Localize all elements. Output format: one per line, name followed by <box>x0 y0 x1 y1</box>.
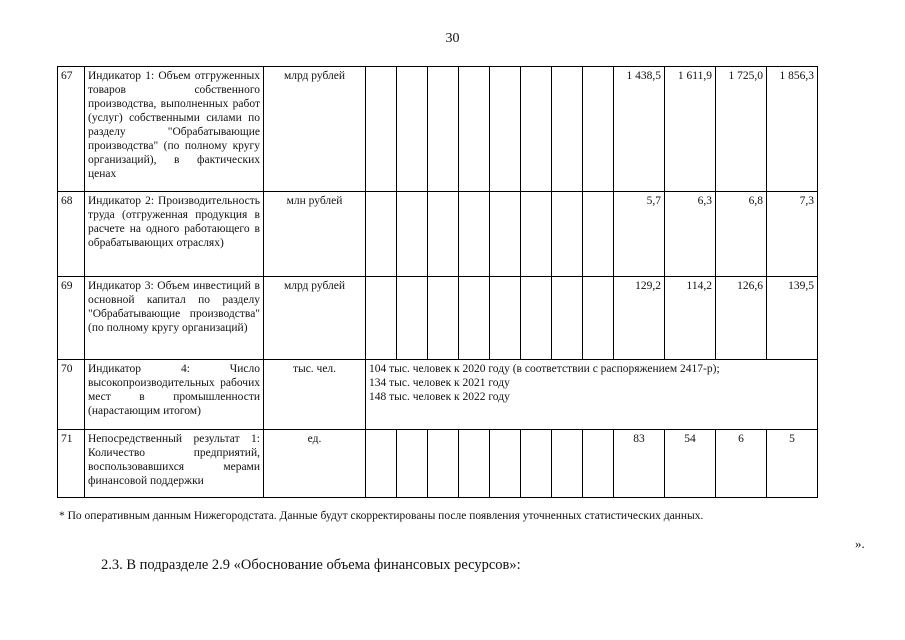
indicator-name: Индикатор 2: Производительность труда (отгруженная продукция в расчете на одного работающего в обрабатывающих отраслях) <box>85 192 264 277</box>
empty-cell <box>583 192 614 277</box>
empty-cell <box>428 192 459 277</box>
empty-cell <box>428 430 459 498</box>
value-cell: 6,8 <box>716 192 767 277</box>
value-cell: 7,3 <box>767 192 818 277</box>
empty-cell <box>490 192 521 277</box>
empty-cell <box>366 67 397 192</box>
table-row <box>58 192 818 277</box>
empty-cell <box>552 67 583 192</box>
unit-cell: млн рублей <box>264 192 366 277</box>
value-cell: 54 <box>665 430 716 498</box>
empty-cell <box>459 277 490 360</box>
table-row <box>58 430 818 498</box>
empty-cell <box>552 192 583 277</box>
target-note-cell <box>366 360 818 430</box>
empty-cell <box>459 67 490 192</box>
empty-cell <box>583 277 614 360</box>
empty-cell <box>366 192 397 277</box>
unit-cell: млрд рублей <box>264 277 366 360</box>
value-cell: 139,5 <box>767 277 818 360</box>
footnote: * По оперативным данным Нижегородстата. Данные будут скорректированы после появления уточненных статистических данных. <box>59 510 704 522</box>
empty-cell <box>428 277 459 360</box>
empty-cell <box>490 430 521 498</box>
target-note-line: 134 тыс. человек к 2021 году <box>369 377 510 389</box>
empty-cell <box>366 430 397 498</box>
row-number: 70 <box>58 360 85 430</box>
indicators-table <box>57 66 818 498</box>
empty-cell <box>397 192 428 277</box>
empty-cell <box>459 192 490 277</box>
subsection-heading: 2.3. В подразделе 2.9 «Обоснование объема финансовых ресурсов»: <box>101 557 521 573</box>
value-cell: 129,2 <box>614 277 665 360</box>
empty-cell <box>521 67 552 192</box>
empty-cell <box>521 430 552 498</box>
empty-cell <box>428 67 459 192</box>
value-cell: 1 611,9 <box>665 67 716 192</box>
value-cell: 126,6 <box>716 277 767 360</box>
value-cell: 114,2 <box>665 277 716 360</box>
indicator-name: Непосредственный результат 1: Количество предприятий, воспользовавшихся мерами финансовой поддержки <box>85 430 264 498</box>
table-row <box>58 277 818 360</box>
unit-cell: млрд рублей <box>264 67 366 192</box>
empty-cell <box>397 430 428 498</box>
value-cell: 1 856,3 <box>767 67 818 192</box>
page-number: 30 <box>445 31 460 46</box>
unit-cell: тыс. чел. <box>264 360 366 430</box>
target-note-line: 104 тыс. человек к 2020 году (в соответствии с распоряжением 2417-р); <box>369 363 720 375</box>
indicator-name: Индикатор 4: Число высокопроизводительных рабочих мест в промышленности (нарастающим итогом) <box>85 360 264 430</box>
empty-cell <box>521 277 552 360</box>
empty-cell <box>397 277 428 360</box>
row-number: 68 <box>58 192 85 277</box>
value-cell: 1 438,5 <box>614 67 665 192</box>
row-number: 67 <box>58 67 85 192</box>
empty-cell <box>366 277 397 360</box>
unit-cell: ед. <box>264 430 366 498</box>
target-note-line: 148 тыс. человек к 2022 году <box>369 391 510 403</box>
empty-cell <box>583 430 614 498</box>
empty-cell <box>490 67 521 192</box>
indicator-name: Индикатор 1: Объем отгруженных товаров собственного производства, выполненных работ (услуг) собственными силами по разделу "Обрабатывающие производства" (по полному кругу организаций), в фактических ценах <box>85 67 264 192</box>
row-number: 71 <box>58 430 85 498</box>
empty-cell <box>459 430 490 498</box>
empty-cell <box>521 192 552 277</box>
empty-cell <box>583 67 614 192</box>
table-row <box>58 67 818 192</box>
closing-quote: ». <box>855 536 865 551</box>
value-cell: 1 725,0 <box>716 67 767 192</box>
value-cell: 83 <box>614 430 665 498</box>
value-cell: 5,7 <box>614 192 665 277</box>
row-number: 69 <box>58 277 85 360</box>
value-cell: 6,3 <box>665 192 716 277</box>
empty-cell <box>552 277 583 360</box>
value-cell: 6 <box>716 430 767 498</box>
table-row <box>58 360 818 430</box>
value-cell: 5 <box>767 430 818 498</box>
empty-cell <box>552 430 583 498</box>
empty-cell <box>490 277 521 360</box>
empty-cell <box>397 67 428 192</box>
indicator-name: Индикатор 3: Объем инвестиций в основной капитал по разделу "Обрабатывающие производства" (по полному кругу организаций) <box>85 277 264 360</box>
